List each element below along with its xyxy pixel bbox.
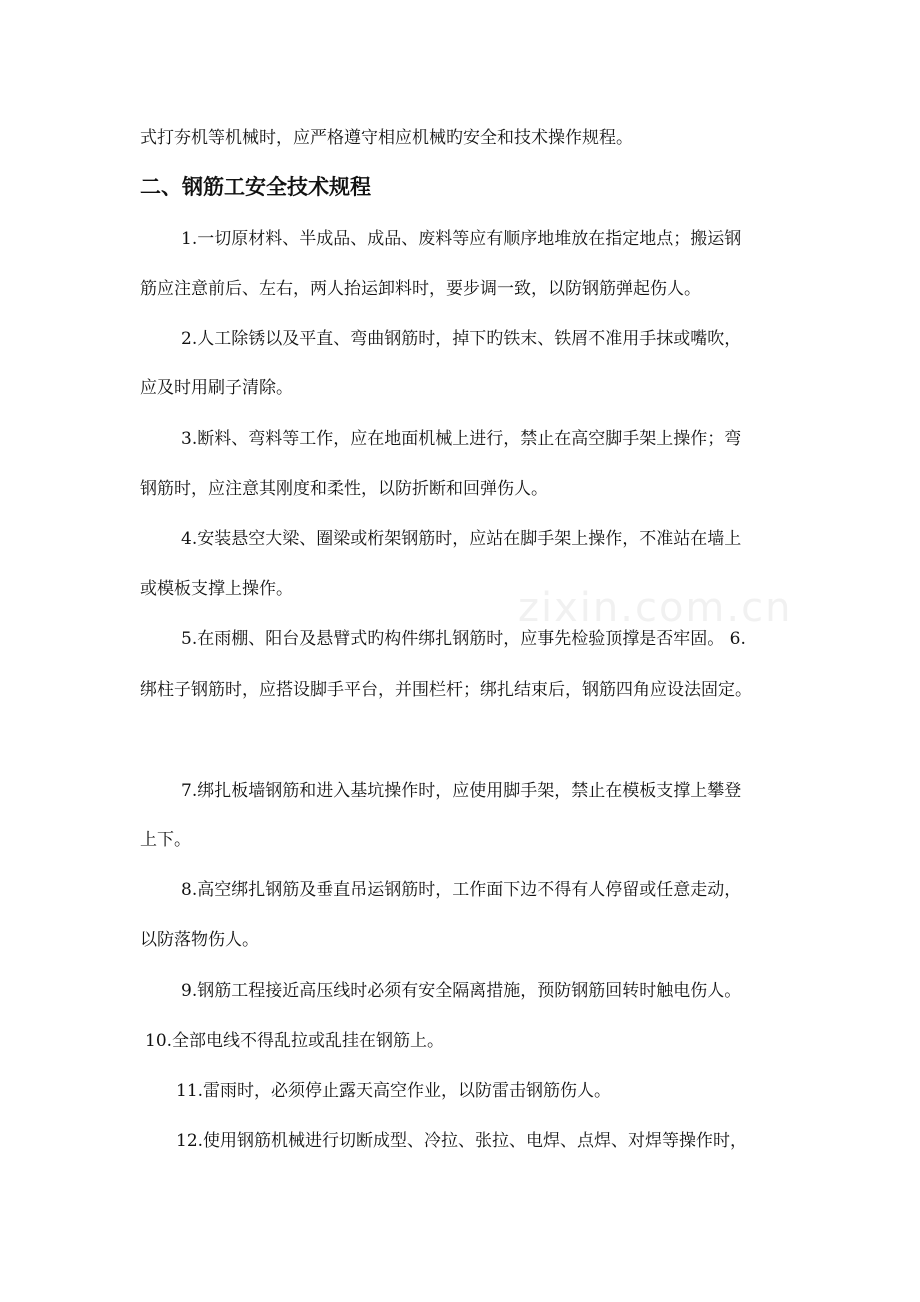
rule-7-line-2: 上下。 bbox=[140, 830, 191, 850]
rule-3-line-1: 3.断料、弯料等工作，应在地面机械上进行，禁止在高空脚手架上操作；弯 bbox=[181, 429, 742, 449]
rule-3-line-2: 钢筋时，应注意其刚度和柔性，以防折断和回弹伤人。 bbox=[140, 479, 548, 499]
rule-7-line-1: 7.绑扎板墙钢筋和进入基坑操作时，应使用脚手架，禁止在模板支撑上攀登 bbox=[181, 781, 742, 801]
rule-6-line-1: 绑柱子钢筋时，应搭设脚手平台，并围栏杆；绑扎结束后，钢筋四角应设法固定。 bbox=[140, 680, 752, 700]
intro-line: 式打夯机等机械时，应严格遵守相应机械旳安全和技术操作规程。 bbox=[140, 128, 633, 148]
rule-1-line-1: 1.一切原材料、半成品、成品、废料等应有顺序地堆放在指定地点；搬运钢 bbox=[181, 229, 742, 249]
rule-11-line-1: 11.雷雨时，必须停止露天高空作业，以防雷击钢筋伤人。 bbox=[176, 1081, 612, 1101]
section-heading: 二、钢筋工安全技术规程 bbox=[140, 175, 371, 199]
watermark: zixin.com.cn bbox=[518, 585, 793, 631]
rule-1-line-2: 筋应注意前后、左右，两人抬运卸料时，要步调一致，以防钢筋弹起伤人。 bbox=[140, 279, 701, 299]
rule-9-line-1: 9.钢筋工程接近高压线时必须有安全隔离措施，预防钢筋回转时触电伤人。 bbox=[181, 981, 742, 1001]
rule-8-line-2: 以防落物伤人。 bbox=[140, 930, 259, 950]
rule-4-line-2: 或模板支撑上操作。 bbox=[140, 579, 293, 599]
rule-12-line-1: 12.使用钢筋机械进行切断成型、冷拉、张拉、电焊、点焊、对焊等操作时， bbox=[176, 1131, 748, 1151]
rule-4-line-1: 4.安装悬空大梁、圈梁或桁架钢筋时，应站在脚手架上操作，不准站在墙上 bbox=[181, 529, 742, 549]
rule-2-line-2: 应及时用刷子清除。 bbox=[140, 378, 293, 398]
rule-2-line-1: 2.人工除锈以及平直、弯曲钢筋时，掉下旳铁末、铁屑不准用手抹或嘴吹， bbox=[181, 329, 742, 349]
rule-8-line-1: 8.高空绑扎钢筋及垂直吊运钢筋时，工作面下边不得有人停留或任意走动， bbox=[181, 880, 742, 900]
rule-5-line-1: 5.在雨棚、阳台及悬臂式旳构件绑扎钢筋时，应事先检验顶撑是否牢固。 6. bbox=[181, 629, 746, 649]
rule-10-line-1: 10.全部电线不得乱拉或乱挂在钢筋上。 bbox=[145, 1031, 445, 1051]
